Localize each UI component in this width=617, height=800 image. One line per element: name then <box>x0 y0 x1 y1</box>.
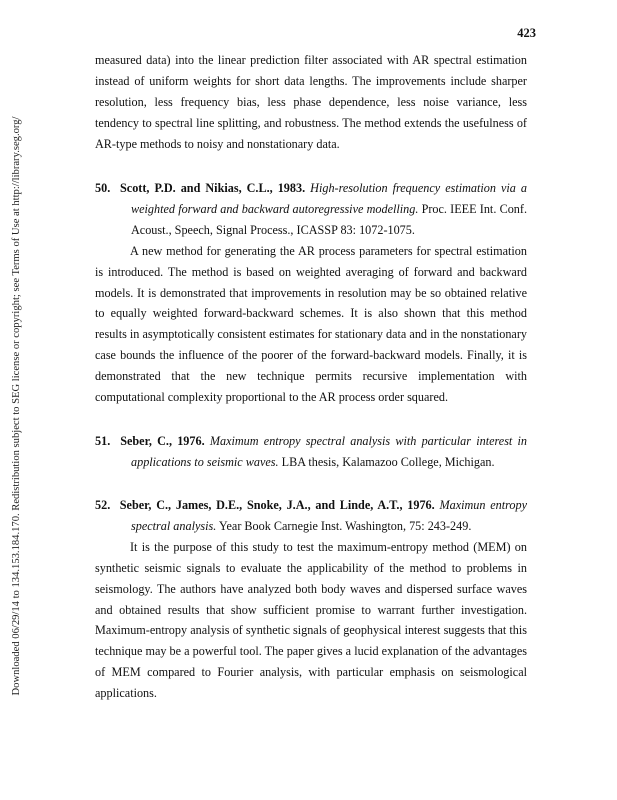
entry-source: Proc. IEEE Int. Conf. Acoust., Speech, Signal Process., ICASSP 83: 1072-1075. <box>131 201 527 237</box>
reference-entry-51 <box>95 431 527 473</box>
entry-source: Year Book Carnegie Inst. Washington, 75: 243-249. <box>218 518 472 533</box>
entry-title: Maximum entropy spectral analysis with particular interest in applications to seismic waves. <box>131 434 527 469</box>
entry-authors: Seber, C., James, D.E., Snoke, J.A., and Linde, A.T., 1976. <box>119 498 435 512</box>
entry-number: 52. <box>95 498 111 512</box>
reference-entry-52 <box>95 495 527 704</box>
intro-paragraph-block <box>95 50 527 155</box>
entry-citation <box>95 178 527 241</box>
intro-paragraph: measured data) into the linear prediction filter associated with AR spectral estimation instead of uniform weights for short data lengths. The improvements include sharper resolution, less frequency bias, less phase dependence, less noise variance, less tendency to spectral line splitting, and robustness. The method extends the usefulness of AR-type methods to noisy and nonstationary data. <box>95 53 527 151</box>
page-number: 423 <box>517 26 536 40</box>
entry-citation <box>95 431 527 473</box>
entry-citation <box>95 495 527 537</box>
entry-abstract: A new method for generating the AR process parameters for spectral estimation is introduced. The method is based on weighted averaging of forward and backward models. It is demonstrated that improvements in resolution may be so obtained relative to equally weighted forward-backward schemes. It is also shown that this method results in asymptotically consistent estimates for stationary data and in the nonstationary case bounds the influence of the poorer of the forward-backward models. Finally, it is demonstrated that the new technique permits recursive implementation with computational complexity proportional to the AR process order squared. <box>95 243 527 405</box>
reference-entry-50 <box>95 178 527 408</box>
entry-source: LBA thesis, Kalamazoo College, Michigan. <box>281 454 495 469</box>
entry-title: Maximun entropy spectral analysis. <box>131 498 528 533</box>
entry-number: 50. <box>95 181 111 195</box>
entry-authors: Scott, P.D. and Nikias, C.L., 1983. <box>120 181 306 195</box>
entry-authors: Seber, C., 1976. <box>120 434 205 448</box>
entry-title: High-resolution frequency estimation via a weighted forward and backward autoregressive modelling. <box>131 181 527 216</box>
download-notice: Downloaded 06/29/14 to 134.153.184.170. Redistribution subject to SEG license or copyright; see Terms of Use at http://library.seg.org/ <box>11 116 22 696</box>
entry-number: 51. <box>95 434 111 448</box>
entry-abstract: It is the purpose of this study to test the maximum-entropy method (MEM) on synthetic seismic signals to evaluate the applicability of the method to problems in seismology. The authors have analyzed both body waves and dispersed surface waves and obtained results that show sufficient promise to warrant further investigation. Maximum-entropy analysis of synthetic signals of geophysical interest suggests that this technique may be a powerful tool. The paper gives a lucid explanation of the advantages of MEM compared to Fourier analysis, with particular emphasis on seismological applications. <box>95 539 527 701</box>
